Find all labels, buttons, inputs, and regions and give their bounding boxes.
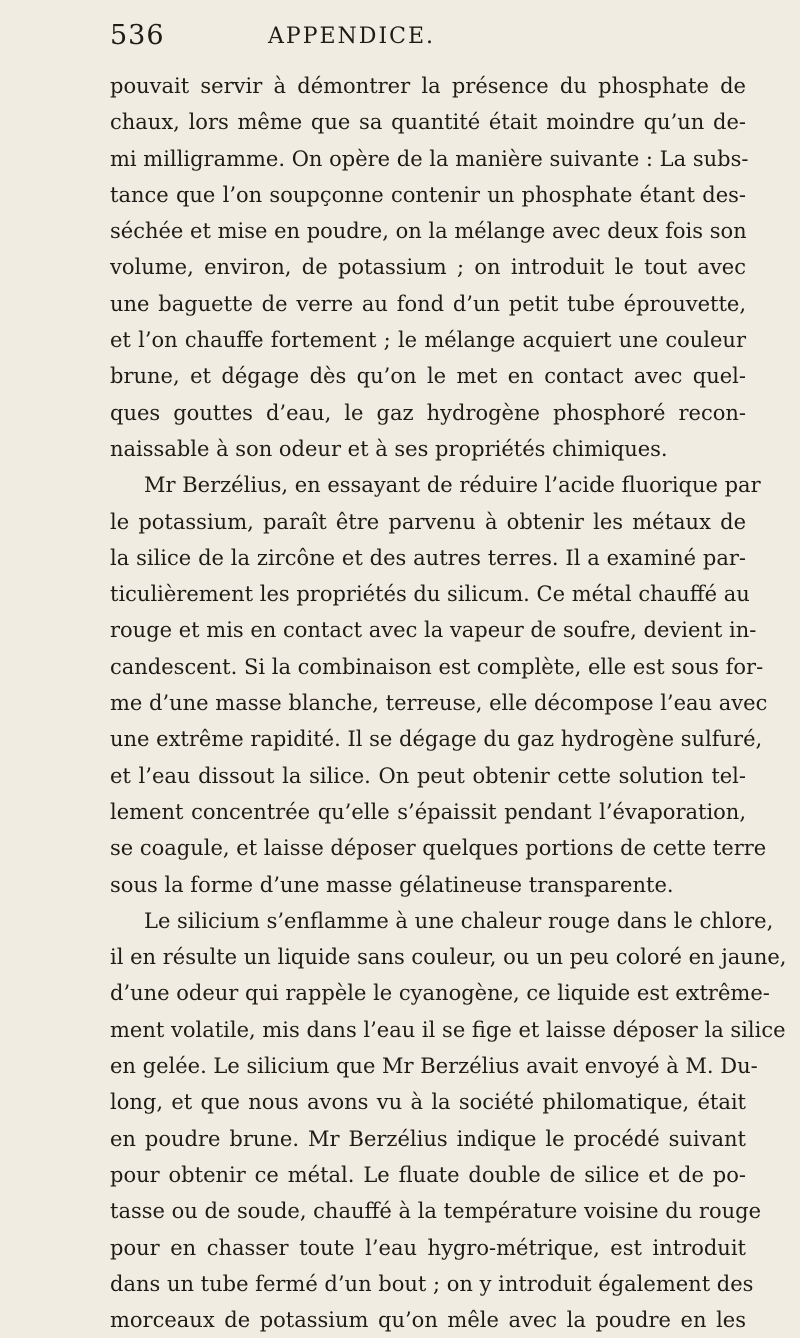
- text-line: ment volatile, mis dans l’eau il se fige et laisse déposer la silice: [110, 1017, 786, 1042]
- text-line: le potassium, paraît être parvenu à obtenir les métaux de: [110, 509, 746, 534]
- text-line: chaux, lors même que sa quantité était moindre qu’un de-: [110, 110, 746, 135]
- text-line: séchée et mise en poudre, on la mélange avec deux fois son: [110, 219, 747, 244]
- text-line: me d’une masse blanche, terreuse, elle décompose l’eau avec: [110, 691, 768, 716]
- text-line: ques gouttes d’eau, le gaz hydrogène phosphoré recon-: [110, 400, 746, 425]
- text-line: en poudre brune. Mr Berzélius indique le procédé suivant: [110, 1126, 746, 1151]
- text-line: pouvait servir à démontrer la présence du phosphate de: [110, 74, 746, 98]
- text-line: mi milligramme. On opère de la manière suivante : La subs-: [110, 146, 749, 171]
- text-line: morceaux de potassium qu’on mêle avec la poudre en les: [110, 1308, 746, 1333]
- text-line: ticulièrement les propriétés du silicum. Ce métal chauffé au: [110, 582, 750, 607]
- text-line: en gelée. Le silicium que Mr Berzélius avait envoyé à M. Du-: [110, 1054, 758, 1079]
- page-number: 536: [110, 20, 165, 51]
- text-line: sous la forme d’une masse gélatineuse transparente.: [110, 872, 674, 897]
- text-line: dans un tube fermé d’un bout ; on y introduit également des: [110, 1271, 754, 1296]
- text-line: Le silicium s’enflamme à une chaleur rouge dans le chlore,: [144, 908, 774, 933]
- text-line: long, et que nous avons vu à la société philomatique, était: [110, 1090, 746, 1115]
- text-line: rouge et mis en contact avec la vapeur de soufre, devient in-: [110, 618, 757, 643]
- text-line: tance que l’on soupçonne contenir un phosphate étant des-: [110, 182, 746, 207]
- running-head: APPENDICE.: [268, 24, 436, 49]
- text-line: une extrême rapidité. Il se dégage du gaz hydrogène sulfuré,: [110, 727, 763, 752]
- text-line: et l’eau dissout la silice. On peut obtenir cette solution tel-: [110, 763, 746, 788]
- text-line: la silice de la zircône et des autres terres. Il a examiné par-: [110, 545, 746, 570]
- text-line: Mr Berzélius, en essayant de réduire l’acide fluorique par: [144, 473, 761, 498]
- text-line: il en résulte un liquide sans couleur, ou un peu coloré en jaune,: [110, 945, 787, 970]
- text-line: naissable à son odeur et à ses propriétés chimiques.: [110, 436, 668, 461]
- text-line: tasse ou de soude, chauffé à la température voisine du rouge: [110, 1199, 762, 1224]
- text-line: d’une odeur qui rappèle le cyanogène, ce liquide est extrême-: [110, 981, 770, 1006]
- text-line: candescent. Si la combinaison est complète, elle est sous for-: [110, 654, 764, 679]
- text-line: brune, et dégage dès qu’on le met en contact avec quel-: [110, 364, 746, 389]
- text-line: pour obtenir ce métal. Le fluate double de silice et de po-: [110, 1162, 746, 1187]
- body-text: [110, 68, 787, 1338]
- text-line: et l’on chauffe fortement ; le mélange acquiert une couleur: [110, 328, 746, 353]
- text-line: volume, environ, de potassium ; on introduit le tout avec: [110, 255, 746, 280]
- text-line: lement concentrée qu’elle s’épaissit pendant l’évaporation,: [110, 799, 746, 824]
- text-line: pour en chasser toute l’eau hygro-métrique, est introduit: [110, 1235, 746, 1260]
- text-line: se coagule, et laisse déposer quelques portions de cette terre: [110, 836, 767, 861]
- text-line: une baguette de verre au fond d’un petit tube éprouvette,: [110, 291, 746, 316]
- page-header: [110, 20, 730, 60]
